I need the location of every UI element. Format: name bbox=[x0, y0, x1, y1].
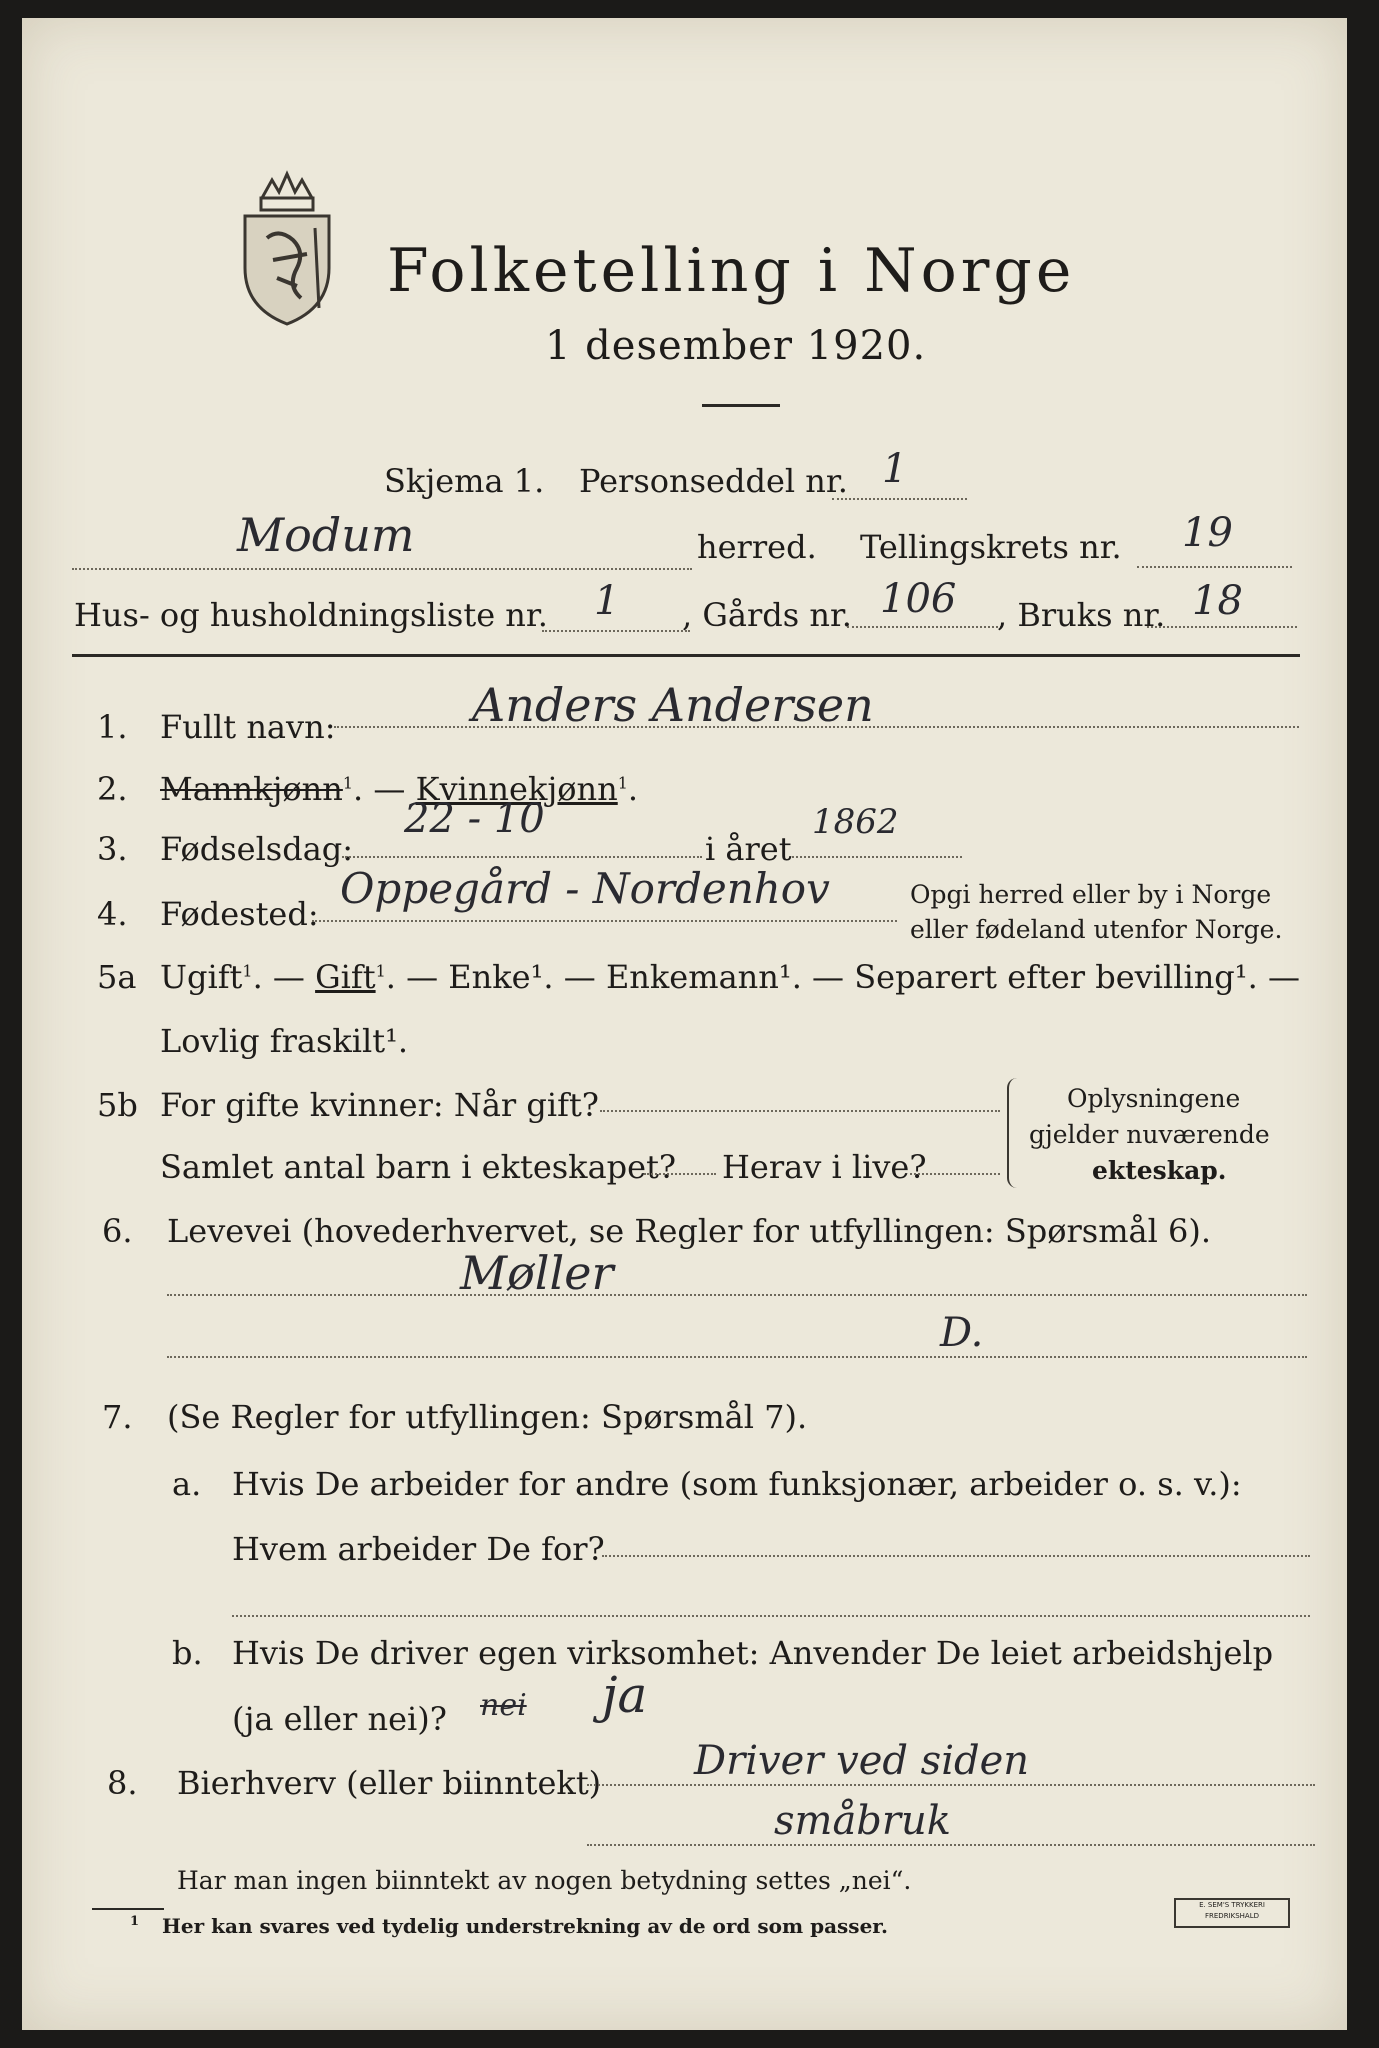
q4-note-1: Opgi herred eller by i Norge bbox=[910, 880, 1272, 909]
hus-value[interactable]: 1 bbox=[594, 578, 620, 624]
tellingskrets-label: Tellingskrets nr. bbox=[860, 528, 1122, 566]
personseddel-value[interactable]: 1 bbox=[882, 446, 908, 492]
q1-label: Fullt navn: bbox=[160, 708, 336, 746]
q4-line bbox=[312, 920, 897, 922]
bruks-line bbox=[1147, 626, 1297, 628]
q7-label: (Se Regler for utfyllingen: Spørsmål 7). bbox=[167, 1398, 808, 1436]
q2-number: 2. bbox=[97, 770, 128, 808]
title-divider bbox=[702, 404, 780, 407]
personseddel-line bbox=[832, 498, 967, 500]
occupation-value[interactable]: Møller bbox=[460, 1246, 614, 1300]
q5b-note-2: gjelder nuværende bbox=[1029, 1120, 1270, 1149]
header-separator bbox=[72, 654, 1300, 657]
form-title: Folketelling i Norge bbox=[387, 236, 1076, 306]
q3-line bbox=[342, 856, 702, 858]
occupation-mark[interactable]: D. bbox=[940, 1310, 984, 1356]
q8-number: 8. bbox=[107, 1764, 138, 1802]
herred-label: herred. bbox=[697, 528, 817, 566]
full-name-value[interactable]: Anders Andersen bbox=[472, 678, 874, 732]
marital-options: Ugift$^1$. — Gift$^1$. — Enke¹. — Enkemann¹. — Separert efter bevilling¹. — bbox=[160, 958, 1300, 996]
herred-value[interactable]: Modum bbox=[237, 508, 415, 562]
q5a-number: 5a bbox=[97, 958, 137, 996]
birthplace-value[interactable]: Oppegård - Nordenhov bbox=[340, 864, 830, 913]
q5b-label-3: Herav i live? bbox=[722, 1148, 927, 1186]
footnote-rule bbox=[92, 1908, 164, 1910]
q8-line-2 bbox=[587, 1844, 1315, 1846]
q7a-label-2: Hvem arbeider De for? bbox=[232, 1530, 605, 1568]
q7b-struck-answer: nei bbox=[480, 1688, 527, 1723]
q5b-brace bbox=[1007, 1078, 1021, 1188]
marital-separator: . — bbox=[252, 958, 305, 996]
option-ugift[interactable]: Ugift bbox=[160, 958, 243, 996]
q5b-note-1: Oplysningene bbox=[1067, 1084, 1241, 1113]
q7a-letter: a. bbox=[172, 1465, 202, 1503]
q5b-number: 5b bbox=[97, 1086, 138, 1124]
herred-line bbox=[72, 568, 692, 570]
q5b-line-2 bbox=[644, 1173, 716, 1175]
birthday-value[interactable]: 22 - 10 bbox=[404, 796, 545, 842]
q7a-label: Hvis De arbeider for andre (som funksjonær, arbeider o. s. v.): bbox=[232, 1465, 1242, 1503]
q7b-label-2: (ja eller nei)? bbox=[232, 1700, 447, 1738]
footnote-text: Her kan svares ved tydelig understrekning av de ord som passer. bbox=[162, 1914, 888, 1938]
sex-end: . bbox=[627, 770, 639, 808]
q4-note-2: eller fødeland utenfor Norge. bbox=[910, 915, 1283, 944]
gards-line bbox=[847, 626, 1002, 628]
census-form bbox=[22, 18, 1347, 2030]
q7b-letter: b. bbox=[172, 1634, 203, 1672]
gards-label: , Gårds nr. bbox=[682, 596, 852, 634]
norwegian-coat-of-arms-icon bbox=[227, 168, 347, 328]
option-gift[interactable]: Gift bbox=[315, 958, 376, 996]
q7b-answer[interactable]: ja bbox=[602, 1666, 648, 1724]
bruks-value[interactable]: 18 bbox=[1192, 578, 1243, 624]
personseddel-label: Personseddel nr. bbox=[579, 462, 848, 500]
q5b-label-1: For gifte kvinner: Når gift? bbox=[160, 1086, 599, 1124]
q7a-line-1 bbox=[602, 1555, 1310, 1557]
q5b-line-1 bbox=[600, 1110, 1000, 1112]
tellingskrets-line bbox=[1137, 566, 1292, 568]
q6-number: 6. bbox=[102, 1212, 133, 1250]
option-mannkjonn[interactable]: Mannkjønn bbox=[160, 770, 343, 808]
q8-line-1 bbox=[587, 1784, 1315, 1786]
q7b-label: Hvis De driver egen virksomhet: Anvender De leiet arbeidshjelp bbox=[232, 1634, 1274, 1672]
footer-note: Har man ingen biinntekt av nogen betydning settes „nei“. bbox=[177, 1866, 912, 1895]
q6-line-2 bbox=[167, 1356, 1307, 1358]
birth-year-value[interactable]: 1862 bbox=[812, 802, 899, 842]
bruks-label: , Bruks nr. bbox=[997, 596, 1166, 634]
q5b-note-3: ekteskap. bbox=[1092, 1156, 1227, 1185]
q7a-line-2 bbox=[232, 1615, 1310, 1617]
q5b-line-3 bbox=[910, 1173, 1000, 1175]
side-income-value-2[interactable]: småbruk bbox=[774, 1798, 952, 1844]
q5b-label-2: Samlet antal barn i ekteskapet? bbox=[160, 1148, 677, 1186]
hus-label: Hus- og husholdningsliste nr. bbox=[74, 596, 548, 634]
census-date: 1 desember 1920. bbox=[545, 323, 927, 369]
footnote-mark: 1 bbox=[130, 1914, 140, 1929]
sex-separator: . — bbox=[353, 770, 406, 808]
q8-label: Bierhverv (eller biinntekt) bbox=[177, 1764, 602, 1802]
gards-value[interactable]: 106 bbox=[880, 576, 957, 622]
option-lovlig-fraskilt[interactable]: Lovlig fraskilt¹. bbox=[160, 1022, 409, 1060]
q3-label: Fødselsdag: bbox=[160, 830, 354, 868]
q7-number: 7. bbox=[102, 1398, 133, 1436]
q4-label: Fødested: bbox=[160, 895, 319, 933]
option-kvinnekjonn[interactable]: Kvinnekjønn bbox=[415, 770, 618, 808]
year-label: i året bbox=[705, 830, 792, 868]
printer-stamp: E. SEM'S TRYKKERI FREDRIKSHALD bbox=[1174, 1898, 1290, 1928]
hus-line bbox=[542, 630, 690, 632]
q1-number: 1. bbox=[97, 708, 128, 746]
skjema-label: Skjema 1. bbox=[384, 462, 545, 500]
tellingskrets-value[interactable]: 19 bbox=[1182, 510, 1233, 556]
side-income-value-1[interactable]: Driver ved siden bbox=[694, 1738, 1030, 1784]
q4-number: 4. bbox=[97, 895, 128, 933]
year-line bbox=[792, 856, 962, 858]
q6-line-1 bbox=[167, 1294, 1307, 1296]
q3-number: 3. bbox=[97, 830, 128, 868]
sex-options: Mannkjønn$^1$. — Kvinnekjønn$^1$. bbox=[160, 770, 639, 808]
marital-rest: . — Enke¹. — Enkemann¹. — Separert efter bevilling¹. — bbox=[385, 958, 1300, 996]
q6-label: Levevei (hovederhvervet, se Regler for utfyllingen: Spørsmål 6). bbox=[167, 1212, 1212, 1250]
